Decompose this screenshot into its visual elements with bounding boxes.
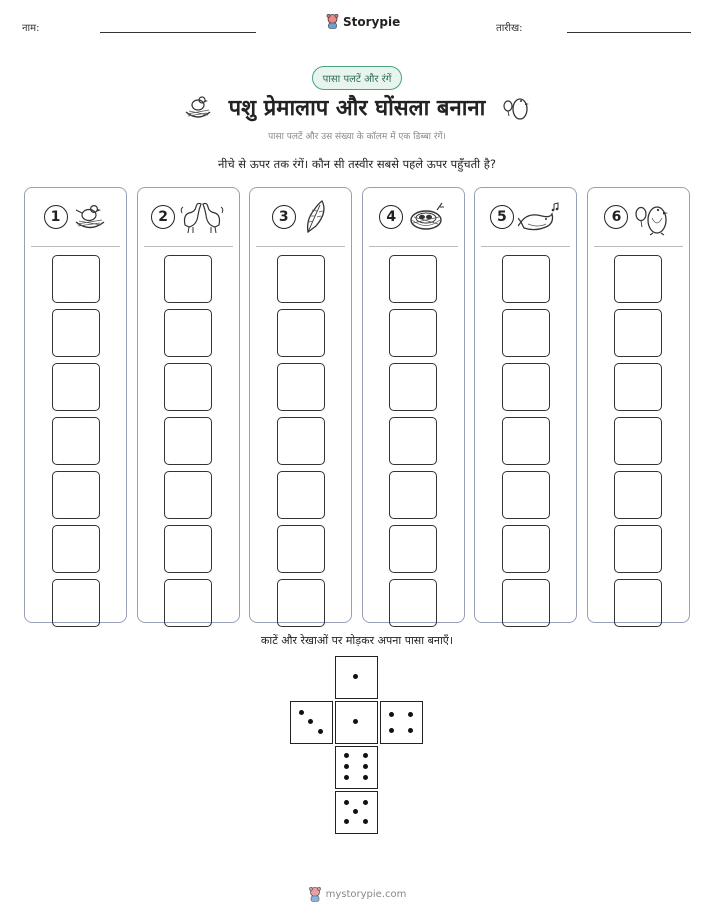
color-box[interactable] — [164, 309, 212, 357]
column-number: 4 — [379, 205, 403, 229]
dice-pip — [344, 775, 349, 780]
dice-pip — [363, 800, 368, 805]
dice-pip — [344, 753, 349, 758]
bird-in-nest-icon — [183, 92, 213, 122]
color-box[interactable] — [164, 579, 212, 627]
color-box[interactable] — [277, 471, 325, 519]
dice-pip — [363, 753, 368, 758]
dice-pip — [408, 712, 413, 717]
dice-face-1 — [335, 656, 378, 699]
dice-pip — [408, 728, 413, 733]
dice-face-6 — [335, 746, 378, 789]
color-box[interactable] — [389, 309, 437, 357]
dice-pip — [363, 775, 368, 780]
dice-pip — [299, 710, 304, 715]
date-label: तारीख: — [496, 23, 523, 34]
color-box[interactable] — [614, 363, 662, 411]
page-title: पशु प्रेमालाप और घोंसला बनाना — [228, 96, 486, 121]
page-subtitle: पासा पलटें और उस संख्या के कॉलम में एक डिब्बा रंगें। — [268, 132, 446, 142]
color-box[interactable] — [164, 255, 212, 303]
column-number: 6 — [604, 205, 628, 229]
color-box[interactable] — [277, 255, 325, 303]
dice-face-1 — [335, 701, 378, 744]
dice-pip — [353, 719, 358, 724]
column-number: 1 — [44, 205, 68, 229]
column-3 — [249, 187, 352, 623]
dice-pip — [344, 800, 349, 805]
color-box[interactable] — [52, 309, 100, 357]
color-box[interactable] — [389, 579, 437, 627]
color-box[interactable] — [389, 471, 437, 519]
color-box[interactable] — [614, 579, 662, 627]
brand-logo — [326, 14, 400, 29]
penguin-with-egg-icon — [632, 198, 672, 236]
name-field[interactable] — [100, 32, 256, 33]
brand-name: Storypie — [343, 14, 401, 29]
color-box[interactable] — [52, 417, 100, 465]
column-header — [138, 188, 239, 246]
color-box[interactable] — [389, 525, 437, 573]
column-number: 3 — [272, 205, 296, 229]
column-header — [363, 188, 464, 246]
footer-url[interactable]: mystorypie.com — [325, 889, 407, 900]
dice-pip — [389, 728, 394, 733]
color-box[interactable] — [389, 363, 437, 411]
dice-face-3 — [290, 701, 333, 744]
dice-pip — [353, 809, 358, 814]
column-6 — [587, 187, 690, 623]
singing-whale-icon — [518, 200, 562, 234]
color-box[interactable] — [502, 363, 550, 411]
dice-pip — [363, 819, 368, 824]
color-box[interactable] — [502, 525, 550, 573]
column-header — [250, 188, 351, 246]
color-box[interactable] — [277, 417, 325, 465]
color-box[interactable] — [502, 417, 550, 465]
color-box[interactable] — [502, 471, 550, 519]
dice-race-board — [24, 187, 690, 623]
color-box[interactable] — [389, 417, 437, 465]
column-5 — [474, 187, 577, 623]
color-box[interactable] — [614, 417, 662, 465]
color-box[interactable] — [52, 363, 100, 411]
dice-net — [290, 656, 424, 834]
color-box[interactable] — [277, 363, 325, 411]
date-field[interactable] — [567, 32, 691, 33]
dice-pip — [389, 712, 394, 717]
color-box[interactable] — [164, 417, 212, 465]
dice-pip — [353, 674, 358, 679]
column-number: 2 — [151, 205, 175, 229]
column-header — [588, 188, 689, 246]
column-header — [25, 188, 126, 246]
color-box[interactable] — [502, 309, 550, 357]
dice-face-4 — [380, 701, 423, 744]
color-box[interactable] — [164, 363, 212, 411]
dice-face-5 — [335, 791, 378, 834]
color-box[interactable] — [502, 579, 550, 627]
dice-pip — [344, 819, 349, 824]
name-label: नाम: — [22, 23, 40, 34]
bird-in-nest-icon — [72, 201, 108, 233]
color-box[interactable] — [277, 525, 325, 573]
column-1 — [24, 187, 127, 623]
footer — [308, 887, 407, 902]
color-box[interactable] — [52, 471, 100, 519]
color-box[interactable] — [164, 525, 212, 573]
color-box[interactable] — [614, 525, 662, 573]
dice-pip — [363, 764, 368, 769]
color-box[interactable] — [389, 255, 437, 303]
color-box[interactable] — [277, 579, 325, 627]
dice-pip — [308, 719, 313, 724]
color-box[interactable] — [614, 309, 662, 357]
penguin-with-egg-icon — [501, 92, 531, 122]
color-box[interactable] — [614, 255, 662, 303]
color-box[interactable] — [614, 471, 662, 519]
color-box[interactable] — [277, 309, 325, 357]
dice-instruction: काटें और रेखाओं पर मोड़कर अपना पासा बनाएँ। — [260, 634, 454, 647]
storypie-mascot-icon — [326, 14, 339, 29]
instruction-text: नीचे से ऊपर तक रंगें। कौन सी तस्वीर सबसे पहले ऊपर पहुँचती है? — [217, 157, 497, 171]
courting-swans-icon — [179, 199, 225, 235]
color-box[interactable] — [164, 471, 212, 519]
color-box[interactable] — [502, 255, 550, 303]
color-box[interactable] — [52, 525, 100, 573]
color-box[interactable] — [52, 579, 100, 627]
storypie-mascot-icon — [308, 887, 322, 902]
activity-badge: पासा पलटें और रंगें — [312, 66, 403, 90]
column-4 — [362, 187, 465, 623]
color-box[interactable] — [52, 255, 100, 303]
column-2 — [137, 187, 240, 623]
nest-with-eggs-icon — [407, 200, 447, 234]
column-header — [475, 188, 576, 246]
dice-pip — [318, 729, 323, 734]
column-number: 5 — [490, 205, 514, 229]
dice-pip — [344, 764, 349, 769]
feather-icon — [300, 198, 330, 236]
